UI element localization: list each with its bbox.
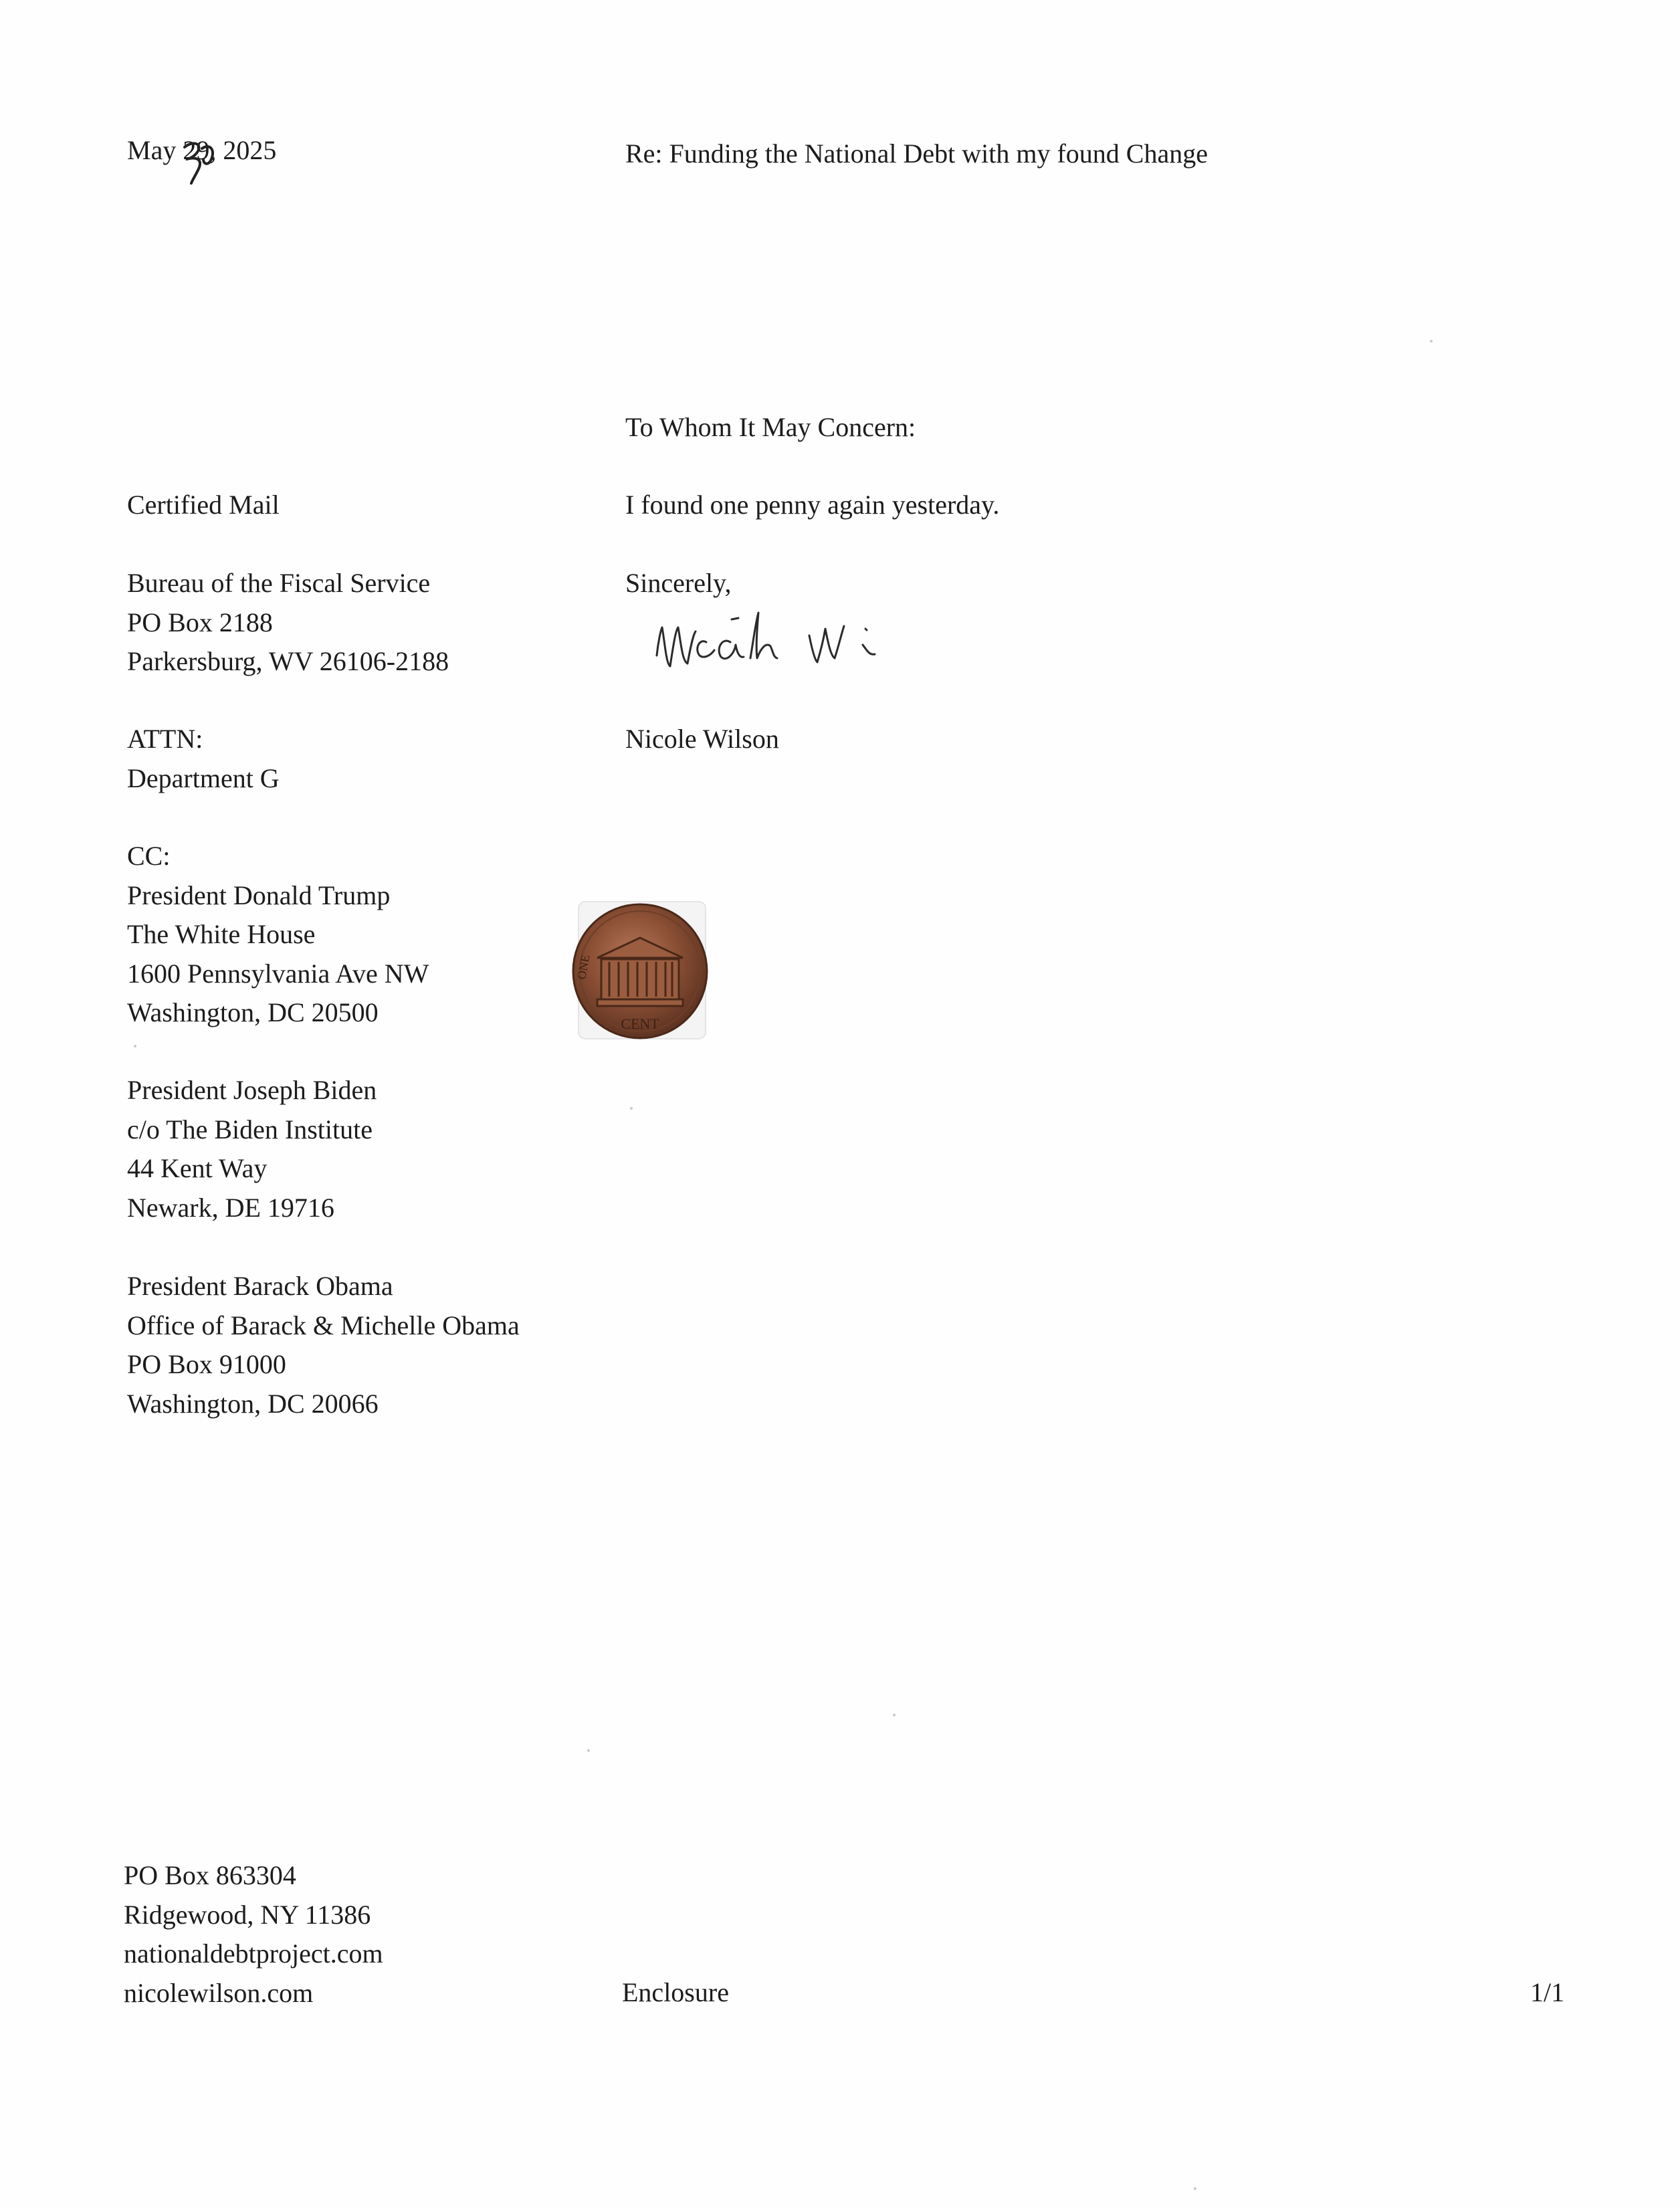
subject-line: Re: Funding the National Debt with my found Change <box>625 138 1208 169</box>
svg-text:CENT: CENT <box>621 1015 659 1032</box>
scan-speck <box>1194 2187 1196 2190</box>
sender-line: PO Box 863304 <box>124 1860 296 1890</box>
cc-recipient-obama <box>127 1267 520 1423</box>
salutation: To Whom It May Concern: <box>625 412 916 442</box>
address-line: Bureau of the Fiscal Service <box>127 568 431 598</box>
cc-line: PO Box 91000 <box>127 1349 286 1379</box>
sender-address <box>124 1856 383 2013</box>
cc-line: Washington, DC 20066 <box>127 1388 379 1419</box>
attention-label: ATTN: <box>127 724 203 754</box>
penny-coin-icon <box>565 896 716 1047</box>
cc-line: The White House <box>127 919 316 949</box>
address-line: Parkersburg, WV 26106-2188 <box>127 646 449 676</box>
sender-line: nationaldebtproject.com <box>124 1938 383 1969</box>
sender-line: nicolewilson.com <box>124 1977 314 2008</box>
attention-block <box>127 720 280 798</box>
cc-label: CC: <box>127 841 171 871</box>
closing: Sincerely, <box>625 568 732 598</box>
delivery-method: Certified Mail <box>127 490 280 520</box>
scan-speck <box>893 1714 896 1716</box>
signer-name: Nicole Wilson <box>625 724 779 754</box>
letter-date-container <box>127 131 276 170</box>
scan-speck <box>134 1045 136 1047</box>
address-line: PO Box 2188 <box>127 607 273 637</box>
cc-block <box>127 837 429 1033</box>
recipient-address <box>127 564 449 682</box>
cc-recipient-biden <box>127 1071 377 1227</box>
scan-speck <box>630 1107 633 1110</box>
cc-line: 1600 Pennsylvania Ave NW <box>127 958 429 989</box>
handwritten-signature <box>649 589 970 696</box>
scan-speck <box>587 1749 590 1752</box>
page-number: 1/1 <box>1530 1977 1565 2007</box>
cc-line: Newark, DE 19716 <box>127 1192 334 1223</box>
attention-department: Department G <box>127 763 280 793</box>
cc-line: President Donald Trump <box>127 880 391 910</box>
scan-speck <box>1430 340 1433 342</box>
cc-line: c/o The Biden Institute <box>127 1114 373 1144</box>
cc-line: President Joseph Biden <box>127 1075 377 1105</box>
cc-line: Washington, DC 20500 <box>127 997 379 1027</box>
letter-date: May 29, 2025 <box>127 135 277 165</box>
letter-message: I found one penny again yesterday. <box>625 490 1000 520</box>
cc-line: Office of Barack & Michelle Obama <box>127 1310 520 1340</box>
cc-line: President Barack Obama <box>127 1271 393 1301</box>
sender-line: Ridgewood, NY 11386 <box>124 1899 371 1930</box>
cc-line: 44 Kent Way <box>127 1153 268 1183</box>
enclosure-label: Enclosure <box>622 1977 729 2007</box>
svg-text:ONE: ONE <box>574 953 593 981</box>
